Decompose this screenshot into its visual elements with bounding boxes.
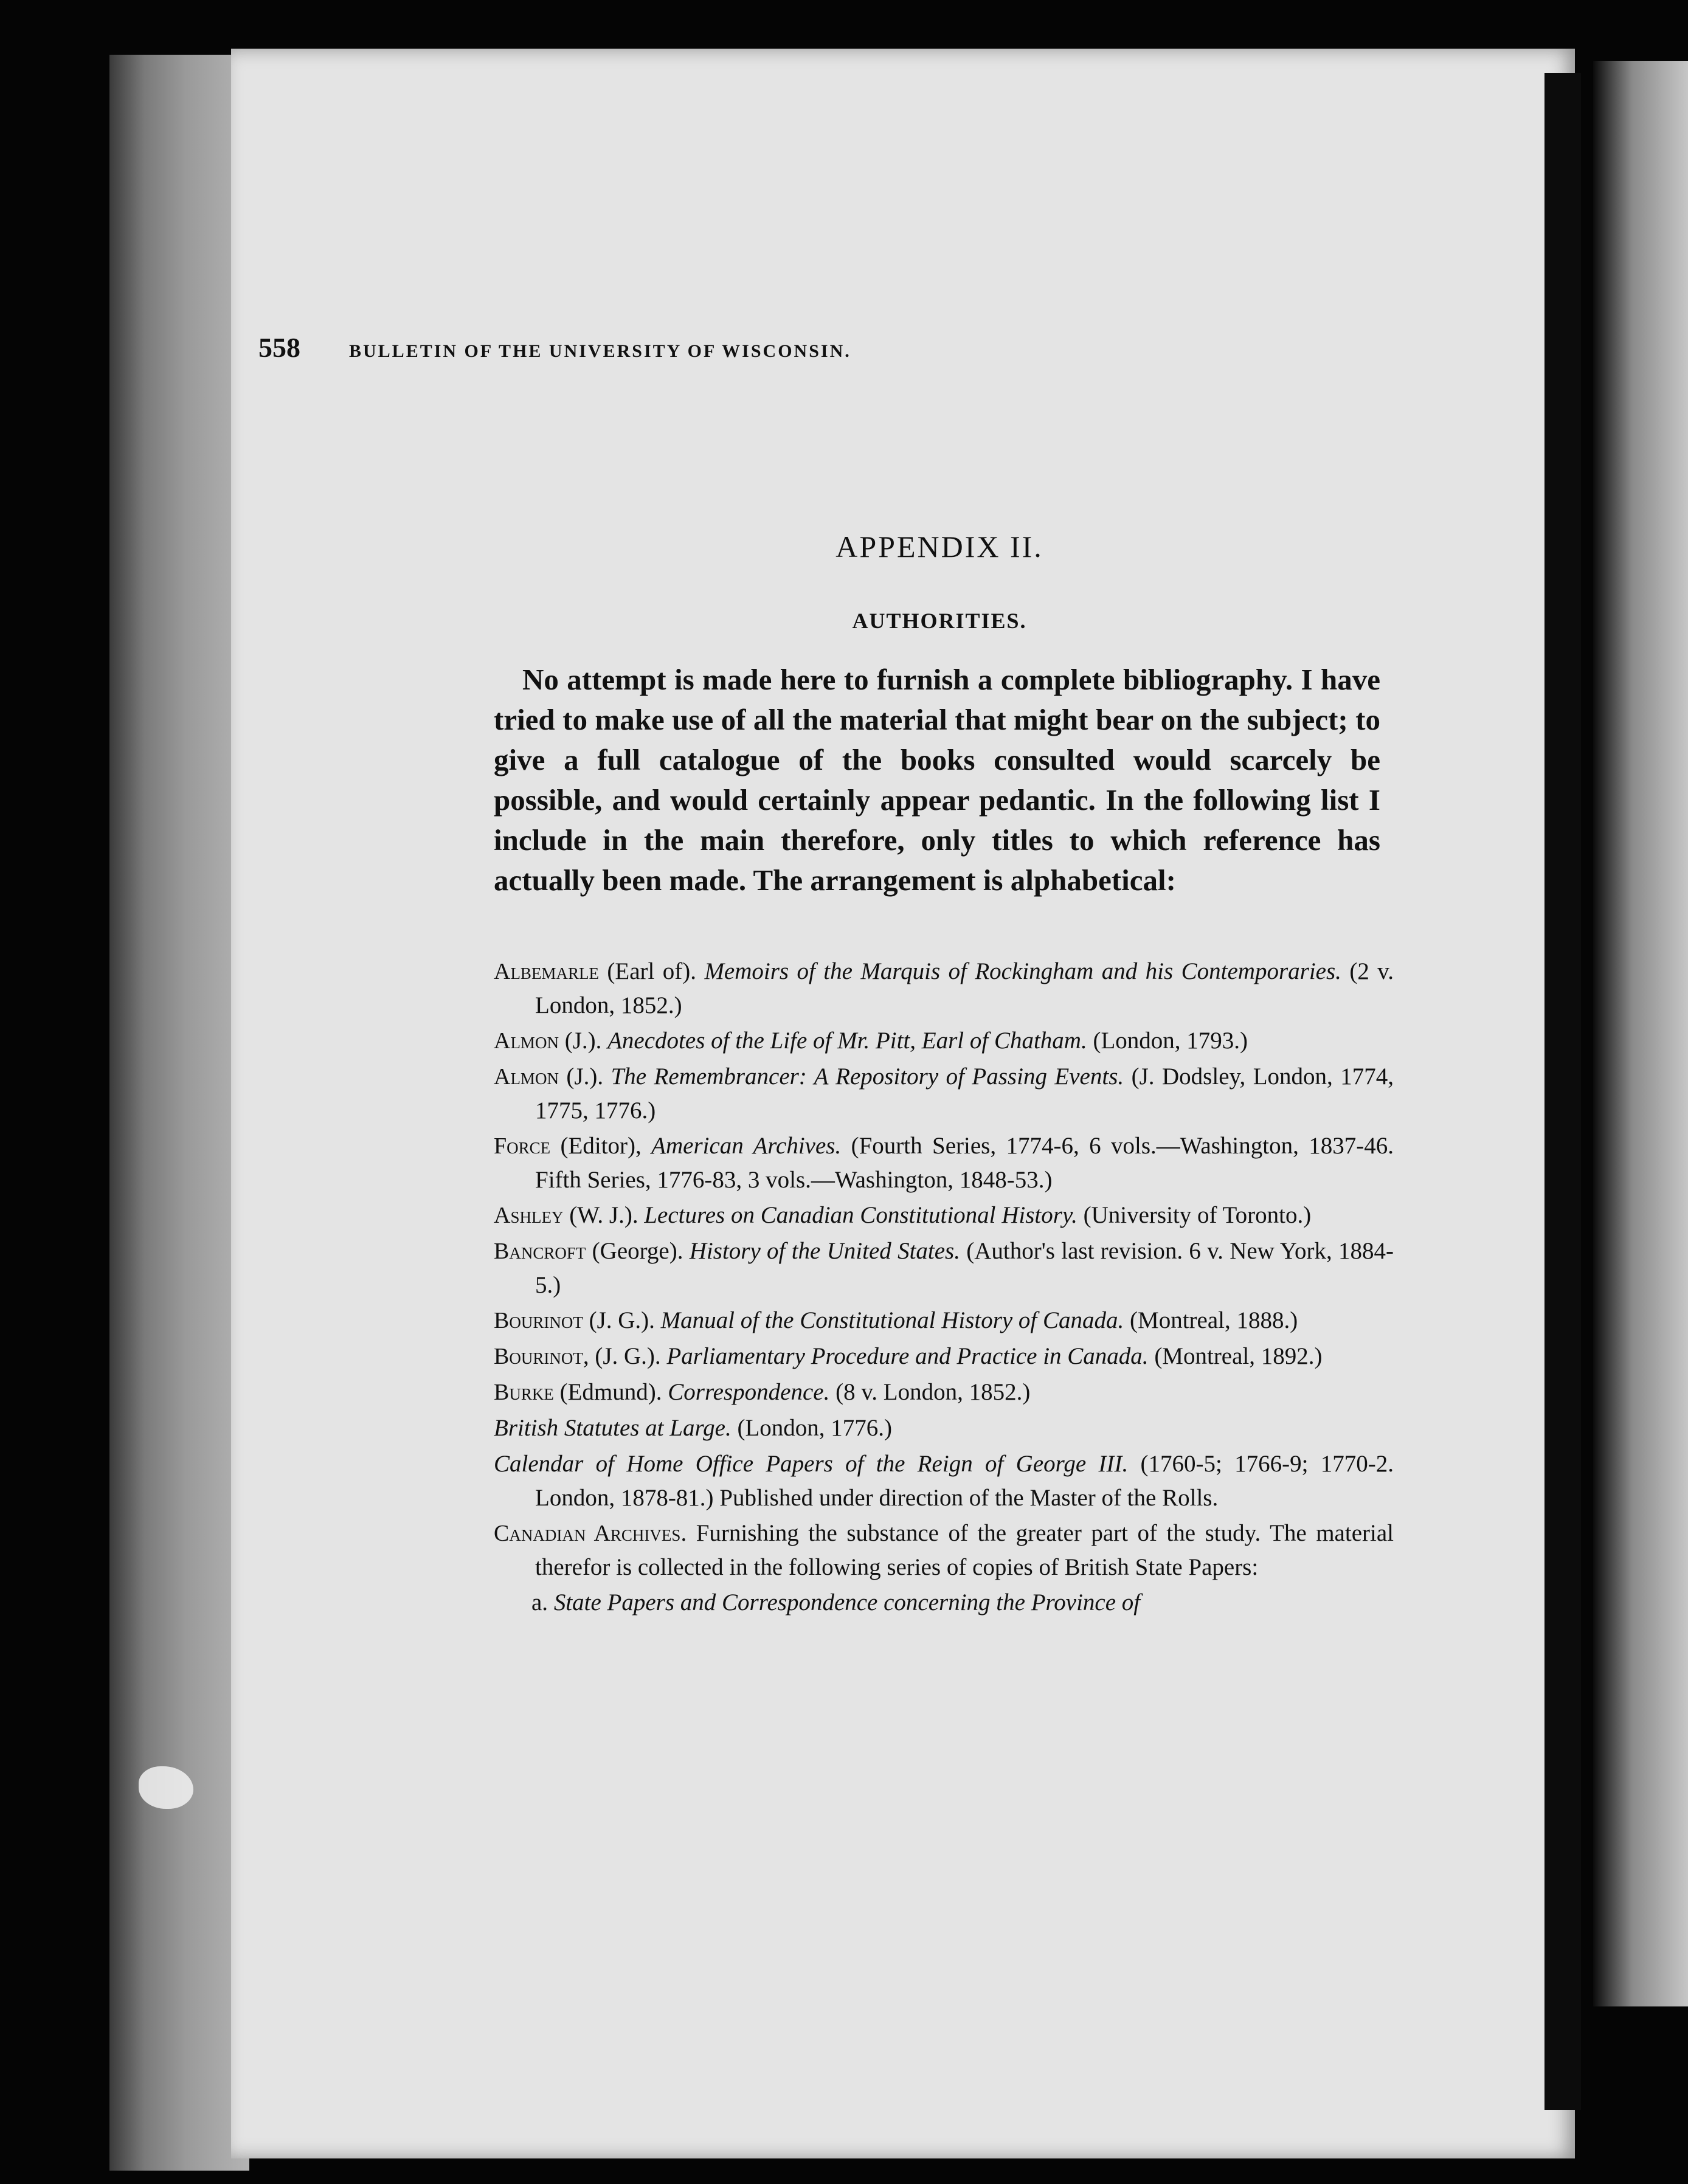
entry-note: (Editor), bbox=[550, 1133, 652, 1159]
entry-note: (George). bbox=[586, 1238, 690, 1264]
entry-author: Burke bbox=[494, 1380, 554, 1405]
bibliography-entry bbox=[494, 1129, 1394, 1197]
page-number: 558 bbox=[258, 332, 300, 363]
entry-publication: (Montreal, 1892.) bbox=[1148, 1343, 1323, 1369]
entry-author: Force bbox=[494, 1133, 551, 1159]
intro-paragraph: No attempt is made here to furnish a complete bibliography. I have tried to make use of all the material that might bear on the subject; to give a full catalogue of the books consulted would scarcely be possible, and would certainly appear pedantic. In the following list I include in the main therefore, only titles to which reference has actually been made. The arrangement is alphabetical: bbox=[494, 663, 1380, 897]
entry-title: Anecdotes of the Life of Mr. Pitt, Earl of Chatham. bbox=[607, 1028, 1087, 1054]
entry-note: (J.). bbox=[558, 1063, 611, 1090]
book-edge bbox=[109, 55, 249, 2171]
entry-title: History of the United States. bbox=[689, 1238, 960, 1264]
bibliography-entry bbox=[494, 1234, 1394, 1302]
entry-title: American Archives. bbox=[651, 1133, 842, 1159]
entry-author: Almon bbox=[494, 1028, 559, 1054]
entry-author: Bourinot bbox=[494, 1344, 583, 1369]
entry-note: , (J. G.). bbox=[583, 1343, 667, 1369]
entry-publication: (Fourth Series, 1774-6, 6 vols.—Washington, 1837-46. Fifth Series, 1776-83, 3 vols.—Washington, 1848-53.) bbox=[535, 1133, 1394, 1193]
entry-title: Correspondence. bbox=[668, 1379, 830, 1405]
entry-author: Ashley bbox=[494, 1203, 564, 1228]
entry-author: Almon bbox=[494, 1064, 559, 1090]
bibliography-entry bbox=[494, 1060, 1394, 1127]
entry-note: (J.). bbox=[558, 1028, 608, 1054]
entry-publication: (University of Toronto.) bbox=[1077, 1202, 1312, 1228]
entry-note: (Edmund). bbox=[553, 1379, 668, 1405]
entry-publication: (2 v. London, 1852.) bbox=[535, 958, 1394, 1018]
running-head bbox=[258, 331, 1250, 364]
bibliography-entry bbox=[494, 1375, 1394, 1409]
entry-publication: (London, 1776.) bbox=[731, 1415, 893, 1441]
entry-note: . bbox=[680, 1520, 696, 1546]
bibliography-entry bbox=[494, 1339, 1394, 1374]
entry-author: Bourinot bbox=[494, 1308, 583, 1333]
page-gutter-shadow bbox=[1544, 73, 1581, 2110]
entry-title: British Statutes at Large. bbox=[494, 1415, 732, 1441]
bibliography-entry bbox=[494, 1198, 1394, 1232]
bibliography-entry bbox=[494, 1447, 1394, 1515]
section-title: AUTHORITIES. bbox=[852, 609, 1027, 633]
entry-title: Parliamentary Procedure and Practice in Canada. bbox=[666, 1343, 1149, 1369]
bibliography-entry bbox=[494, 955, 1394, 1022]
entry-author: Canadian Archives bbox=[494, 1521, 681, 1546]
entry-author: Albemarle bbox=[494, 959, 599, 984]
entry-title: Memoirs of the Marquis of Rockingham and his Contemporaries. bbox=[704, 958, 1341, 984]
running-title: BULLETIN OF THE UNIVERSITY OF WISCONSIN. bbox=[349, 341, 851, 361]
bibliography-entry bbox=[494, 1516, 1394, 1584]
entry-publication: (Montreal, 1888.) bbox=[1124, 1307, 1298, 1333]
bibliography-list bbox=[494, 955, 1394, 1622]
entry-note: (Earl of). bbox=[598, 958, 705, 984]
entry-publication: (8 v. London, 1852.) bbox=[829, 1379, 1031, 1405]
entry-title: The Remembrancer: A Repository of Passing Events. bbox=[611, 1063, 1124, 1090]
entry-title: Calendar of Home Office Papers of the Reign of George III. bbox=[494, 1451, 1129, 1477]
entry-publication: (Author's last revision. 6 v. New York, 1884-5.) bbox=[535, 1238, 1394, 1298]
entry-publication: (1760-5; 1766-9; 1770-2. London, 1878-81.) Published under direction of the Master of the Rolls. bbox=[535, 1451, 1394, 1511]
entry-publication: (J. Dodsley, London, 1774, 1775, 1776.) bbox=[535, 1063, 1394, 1124]
entry-title: State Papers and Correspondence concerning the Province of bbox=[553, 1589, 1141, 1616]
appendix-title: APPENDIX II. bbox=[835, 530, 1043, 564]
entry-note: (J. G.). bbox=[583, 1307, 661, 1333]
bibliography-entry bbox=[494, 1024, 1394, 1058]
entry-note: a. bbox=[531, 1589, 554, 1616]
entry-author: Bancroft bbox=[494, 1239, 586, 1264]
entry-title: Lectures on Canadian Constitutional History. bbox=[644, 1202, 1077, 1228]
bibliography-entry bbox=[494, 1304, 1394, 1338]
entry-note: (W. J.). bbox=[563, 1202, 645, 1228]
entry-title: Manual of the Constitutional History of Canada. bbox=[660, 1307, 1124, 1333]
bibliography-entry bbox=[494, 1411, 1394, 1445]
adjacent-page-edge bbox=[1593, 61, 1688, 2006]
entry-publication: Furnishing the substance of the greater part of the study. The material therefor is collected in the following series of copies of British State Papers: bbox=[535, 1520, 1394, 1580]
bibliography-subentry bbox=[494, 1586, 1394, 1620]
entry-publication: (London, 1793.) bbox=[1087, 1028, 1248, 1054]
